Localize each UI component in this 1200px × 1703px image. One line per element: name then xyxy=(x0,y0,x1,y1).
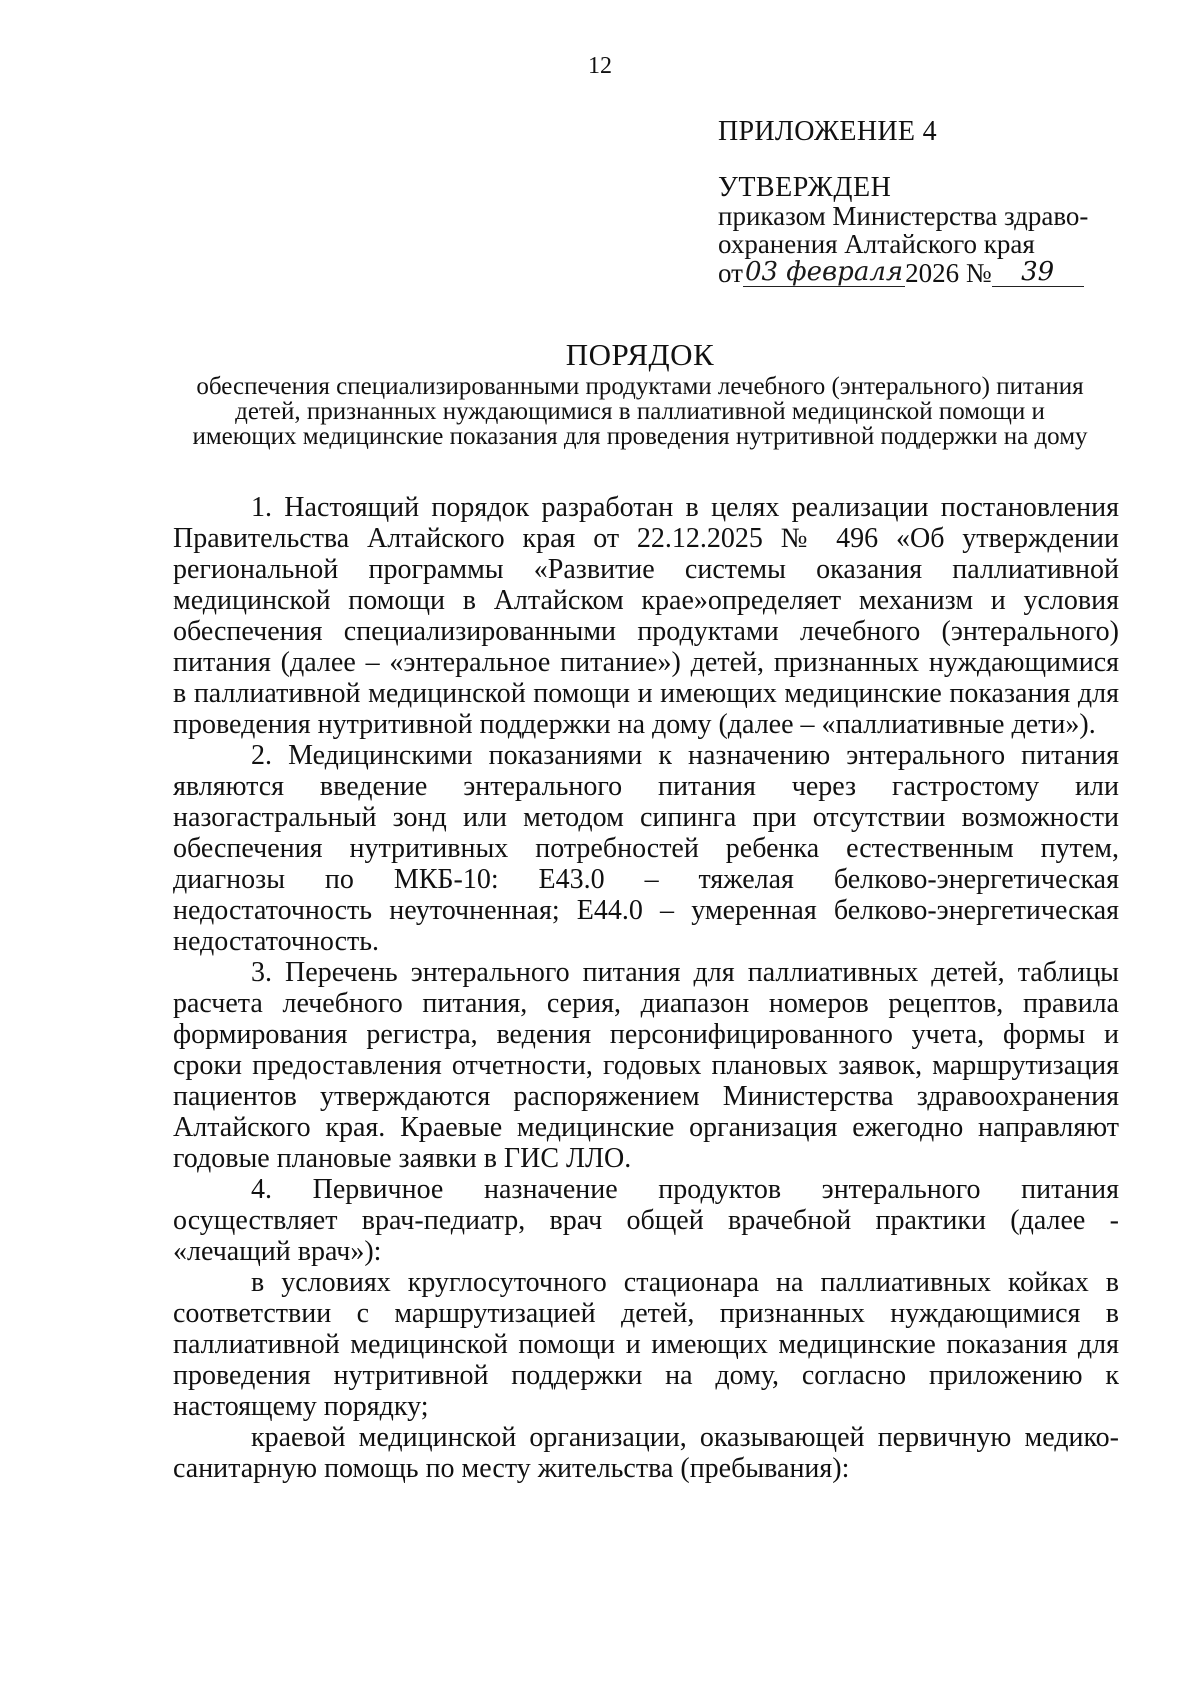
date-prefix: от xyxy=(718,258,743,288)
paragraph-3: 3. Перечень энтерального питания для паллиативных детей, таблицы расчета лечебного питания, серия, диапазон номеров рецептов, правила формирования регистра, ведения персонифицированного учета, формы и сроки предоставления отчетности, годовых плановых заявок, маршрутизация пациентов утверждаются распоряжением Министерства здравоохранения Алтайского края. Краевые медицинские организация ежегодно направляют годовые плановые заявки в ГИС ЛЛО. xyxy=(173,957,1119,1174)
page-number: 12 xyxy=(588,53,612,79)
order-line-1: приказом Министерства здраво- xyxy=(718,201,1089,231)
approval-block xyxy=(718,118,1138,287)
paragraph-4-item-2: краевой медицинской организации, оказывающей первичную медико-санитарную помощь по месту жительства (пребывания): xyxy=(173,1422,1119,1484)
document-body xyxy=(173,492,1119,1484)
paragraph-2: 2. Медицинскими показаниями к назначению энтерального питания являются введение энтерального питания через гастростому или назогастральный зонд или методом сипинга при отсутствии возможности обеспечения нутритивных потребностей ребенка естественным путем, диагнозы по МКБ-10: Е43.0 – тяжелая белково-энергетическая недостаточность неуточненная; Е44.0 – умеренная белково-энергетическая недостаточность. xyxy=(173,740,1119,957)
paragraph-1: 1. Настоящий порядок разработан в целях реализации постановления Правительства Алтайского края от 22.12.2025 № 496 «Об утверждении региональной программы «Развитие системы оказания паллиативной медицинской помощи в Алтайском крае»определяет механизм и условия обеспечения специализированными продуктами лечебного (энтерального) питания (далее – «энтеральное питание») детей, признанных нуждающимися в паллиативной медицинской помощи и имеющих медицинские показания для проведения нутритивной поддержки на дому (далее – «паллиативные дети»). xyxy=(173,492,1119,740)
title-subheading: обеспечения специализированными продуктами лечебного (энтерального) питания детей, признанных нуждающимися в паллиативной медицинской помощи и имеющих медицинские показания для проведения нутритивной поддержки на дому xyxy=(192,373,1088,450)
paragraph-4-item-1: в условиях круглосуточного стационара на паллиативных койках в соответствии с маршрутизацией детей, признанных нуждающимися в паллиативной медицинской помощи и имеющих медицинские показания для проведения нутритивной поддержки на дому, согласно приложению к настоящему порядку; xyxy=(173,1267,1119,1422)
order-line-2: охранения Алтайского края xyxy=(718,229,1035,259)
appendix-label: ПРИЛОЖЕНИЕ 4 xyxy=(718,116,937,147)
document-title xyxy=(190,338,1090,449)
handwritten-date: 03 февраля xyxy=(744,257,904,287)
date-year: 2026 № xyxy=(905,258,992,288)
title-heading: ПОРЯДОК xyxy=(565,337,715,372)
order-date-line xyxy=(718,258,1138,287)
approved-label: УТВЕРЖДЕН xyxy=(718,172,892,203)
paragraph-4: 4. Первичное назначение продуктов энтерального питания осуществляет врач-педиатр, врач общей врачебной практики (далее - «лечащий врач»): xyxy=(173,1174,1119,1267)
handwritten-order-number: 39 xyxy=(992,258,1084,287)
